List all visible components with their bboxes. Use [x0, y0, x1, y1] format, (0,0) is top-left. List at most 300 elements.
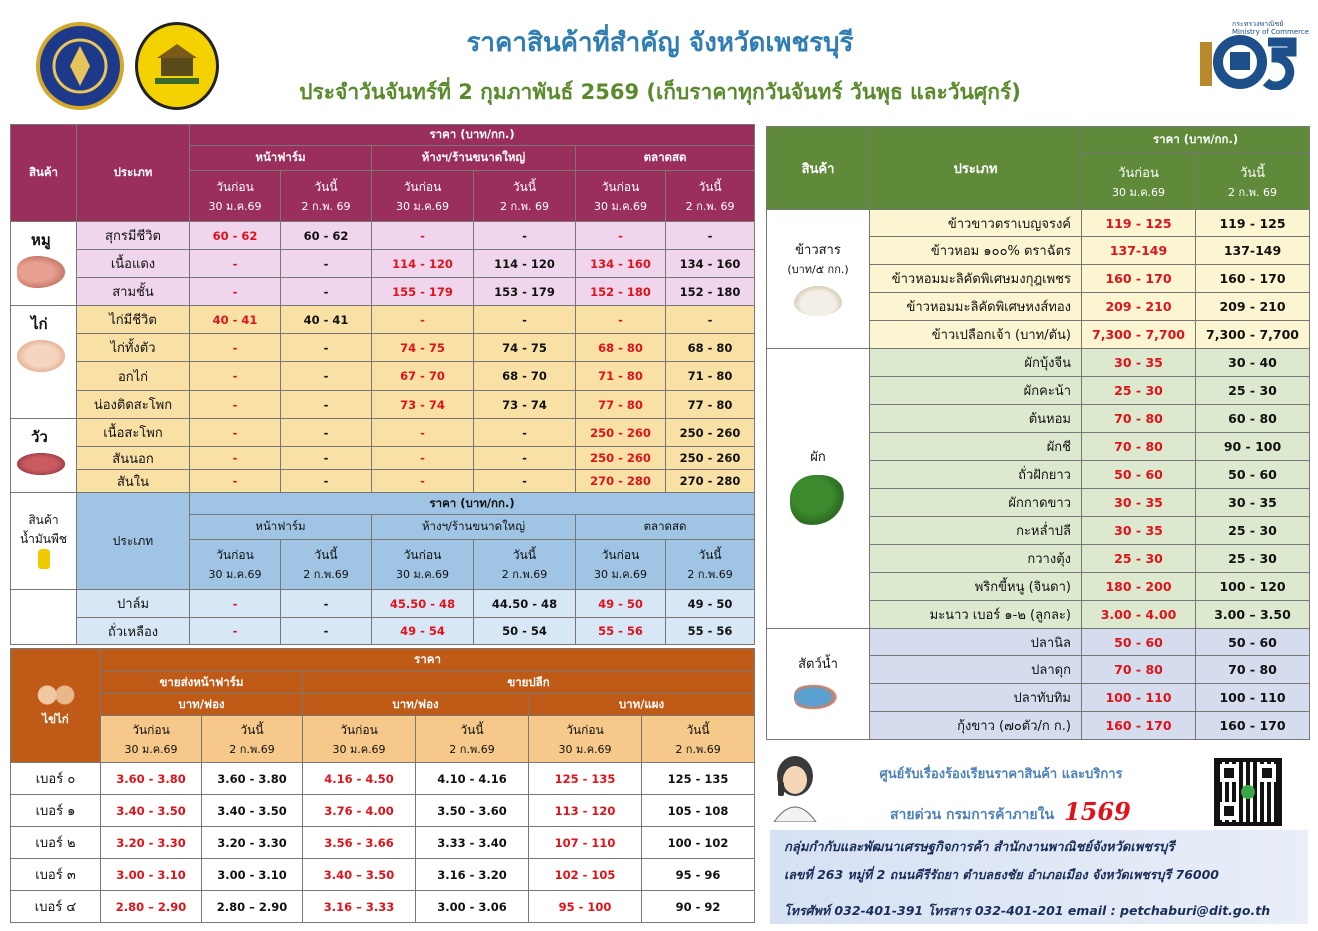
address-line1: กลุ่มกำกับและพัฒนาเศรษฐกิจการค้า สำนักงานพาณิชย์จังหวัดเพชรบุรี [784, 840, 1175, 855]
egg-date-today-2-date: 2 ก.พ.69 [675, 742, 721, 756]
meat-row [11, 222, 755, 250]
egg-price-cell: 3.76 - 4.00 [303, 795, 416, 827]
meat-date-prev-0-label: วันก่อน [216, 179, 254, 194]
right-price-cell: 100 - 110 [1082, 684, 1196, 712]
meat-row [11, 447, 755, 470]
egg-wholesale: ขายส่งหน้าฟาร์ม [101, 672, 303, 694]
right-price-cell: 119 - 125 [1082, 210, 1196, 237]
egg-date-prev-1-label: วันก่อน [340, 722, 378, 737]
right-date-prev-label: วันก่อน [1118, 166, 1159, 181]
oil-price-table [10, 492, 755, 645]
meat-price-cell: 73 - 74 [372, 391, 474, 419]
meat-price-cell: 114 - 120 [474, 250, 576, 278]
egg-date-today-0-label: วันนี้ [240, 722, 264, 737]
right-date-today [1196, 154, 1310, 210]
right-price-cell: 209 - 210 [1082, 293, 1196, 321]
meat-price-cell: - [190, 334, 281, 362]
right-price-cell: 70 - 80 [1082, 405, 1196, 433]
right-type: พริกขี้หนู (จินดา) [870, 573, 1082, 601]
meat-price-cell: - [281, 447, 372, 470]
right-type: ข้าวหอม ๑๐๐% ตราฉัตร [870, 237, 1082, 265]
rice-unit: (บาท/๕ กก.) [787, 262, 849, 276]
right-type: ถั่วฝักยาว [870, 461, 1082, 489]
right-price-cell: 30 - 35 [1082, 489, 1196, 517]
address-line3: โทรศัพท์ 032-401-391 โทรสาร 032-401-201 email : petchaburi@dit.go.th [784, 903, 1271, 918]
egg-price-cell: 3.60 - 3.80 [202, 763, 303, 795]
meat-date-prev-1-date: 30 ม.ค.69 [395, 199, 450, 213]
egg-price-cell: 3.40 - 3.50 [101, 795, 202, 827]
oil-date-prev-1 [372, 540, 474, 590]
egg-size: เบอร์ ๒ [11, 827, 101, 859]
oil-blank [11, 590, 77, 645]
meat-price-cell: - [474, 306, 576, 334]
egg-price-cell: 3.00 - 3.06 [416, 891, 529, 923]
egg-price-cell: 3.60 - 3.80 [101, 763, 202, 795]
meat-price-cell: 134 - 160 [666, 250, 755, 278]
meat-price-cell: - [372, 306, 474, 334]
meat-price-cell: 152 - 180 [666, 278, 755, 306]
oil-row [11, 590, 755, 618]
right-type: ผักกาดขาว [870, 489, 1082, 517]
ministry-seal-logo [36, 22, 124, 110]
oil-date-prev-0-date: 30 ม.ค.69 [208, 568, 262, 581]
meat-price-cell: 77 - 80 [576, 391, 666, 419]
right-price-cell: 160 - 170 [1196, 712, 1310, 740]
right-group-rice [767, 210, 870, 349]
oil-price-cell: 50 - 54 [474, 618, 576, 645]
page-subtitle: ประจำวันจันทร์ที่ 2 กุมภาพันธ์ 2569 (เก็บราคาทุกวันจันทร์ วันพุธ และวันศุกร์) [299, 80, 1021, 104]
meat-date-today-2 [666, 171, 755, 222]
egg-date-prev-0-date: 30 ม.ค.69 [124, 742, 178, 756]
meat-type: สันใน [77, 470, 190, 493]
meat-date-today-0-label: วันนี้ [314, 179, 338, 194]
meat-type: ไก่ทั้งตัว [77, 334, 190, 362]
right-date-prev [1082, 154, 1196, 210]
egg-row [11, 891, 755, 923]
egg-price-cell: 3.16 – 3.33 [303, 891, 416, 923]
oil-price-cell: - [281, 618, 372, 645]
meat-price-cell: - [281, 362, 372, 391]
egg-date-prev-0 [101, 716, 202, 763]
market-farm: หน้าฟาร์ม [190, 146, 372, 171]
egg-size: เบอร์ ๑ [11, 795, 101, 827]
egg-unit-wholesale: บาท/ฟอง [101, 694, 303, 716]
meat-price-cell: 270 - 280 [576, 470, 666, 493]
meat-price-cell: 68 - 80 [666, 334, 755, 362]
meat-price-cell: - [666, 306, 755, 334]
oil-date-today-2-date: 2 ก.พ.69 [687, 568, 733, 581]
province-seal-logo [135, 22, 219, 110]
egg-date-today-0 [202, 716, 303, 763]
meat-date-today-2-date: 2 ก.พ. 69 [685, 199, 735, 213]
meat-group-name: วัว [31, 428, 48, 446]
meat-price-cell: - [474, 222, 576, 250]
meat-price-cell: 250 - 260 [666, 419, 755, 447]
meat-date-prev-1-label: วันก่อน [403, 179, 442, 194]
meat-price-cell: 71 - 80 [666, 362, 755, 391]
meat-price-cell: - [190, 250, 281, 278]
address-line2: เลขที่ 263 หมู่ที่ 2 ถนนคีรีรัถยา ตำบลธงชัย อำเภอเมือง จังหวัดเพชรบุรี 76000 [784, 867, 1219, 882]
oil-price-cell: 49 - 50 [666, 590, 755, 618]
meat-date-today-1 [474, 171, 576, 222]
right-price-cell: 70 - 80 [1082, 656, 1196, 684]
meat-date-today-0 [281, 171, 372, 222]
oil-price-cell: 49 - 50 [576, 590, 666, 618]
meat-type: เนื้อแดง [77, 250, 190, 278]
oil-col-product [11, 493, 77, 590]
right-price-cell: 25 - 30 [1196, 545, 1310, 573]
meat-price-cell: - [190, 362, 281, 391]
egg-price-cell: 2.80 – 2.90 [202, 891, 303, 923]
egg-price-cell: 3.16 - 3.20 [416, 859, 529, 891]
meat-row [11, 306, 755, 334]
page-title: ราคาสินค้าที่สำคัญ จังหวัดเพชรบุรี [466, 28, 854, 58]
meat-price-cell: - [576, 222, 666, 250]
meat-type: ไก่มีชีวิต [77, 306, 190, 334]
egg-price-cell: 100 - 102 [642, 827, 755, 859]
right-date-today-label: วันนี้ [1239, 166, 1266, 181]
meat-price-cell: 68 - 70 [474, 362, 576, 391]
meat-group-name: หมู [31, 231, 51, 249]
oil-price-header: ราคา (บาท/กก.) [190, 493, 755, 515]
meat-row [11, 391, 755, 419]
right-price-cell: 30 - 40 [1196, 349, 1310, 377]
meat-price-cell: 60 - 62 [190, 222, 281, 250]
egg-row [11, 763, 755, 795]
meat-price-cell: - [372, 470, 474, 493]
fish-icon [794, 682, 842, 712]
meat-date-prev-2-label: วันก่อน [601, 179, 640, 194]
right-price-cell: 100 - 120 [1196, 573, 1310, 601]
meat-price-cell: - [281, 391, 372, 419]
meat-price-cell: 114 - 120 [372, 250, 474, 278]
right-type: กะหล่ำปลี [870, 517, 1082, 545]
egg-price-cell: 2.80 – 2.90 [101, 891, 202, 923]
oil-price-cell: 55 - 56 [576, 618, 666, 645]
right-type: กวางตุ้ง [870, 545, 1082, 573]
right-price-cell: 7,300 - 7,700 [1196, 321, 1310, 349]
oil-market-fresh: ตลาดสด [576, 515, 755, 540]
right-price-cell: 25 - 30 [1196, 377, 1310, 405]
right-price-cell: 50 - 60 [1196, 461, 1310, 489]
oil-row [11, 618, 755, 645]
meat-row [11, 362, 755, 391]
meat-price-cell: - [190, 447, 281, 470]
address-box [770, 830, 1308, 924]
meat-group-pork [11, 222, 77, 306]
meat-row [11, 278, 755, 306]
egg-price-cell: 95 - 96 [642, 859, 755, 891]
meat-col-type: ประเภท [77, 125, 190, 222]
meat-price-cell: - [190, 419, 281, 447]
oil-date-prev-2 [576, 540, 666, 590]
right-row [767, 349, 1310, 377]
meat-price-cell: 250 - 260 [666, 447, 755, 470]
meat-group-chicken [11, 306, 77, 419]
right-price-cell: 25 - 30 [1082, 377, 1196, 405]
meat-col-product: สินค้า [11, 125, 77, 222]
meat-group-name: ไก่ [31, 315, 48, 333]
right-type: ปลานิล [870, 629, 1082, 656]
right-price-cell: 3.00 - 4.00 [1082, 601, 1196, 629]
right-type: ผักคะน้า [870, 377, 1082, 405]
egg-price-cell: 3.20 - 3.30 [101, 827, 202, 859]
right-price-cell: 137-149 [1082, 237, 1196, 265]
meat-price-cell: - [190, 278, 281, 306]
oil-date-prev-0-label: วันก่อน [216, 548, 254, 562]
right-type: ข้าวขาวตราเบญจรงค์ [870, 210, 1082, 237]
meat-price-cell: - [474, 447, 576, 470]
oil-price-cell: - [190, 618, 281, 645]
egg-size: เบอร์ ๔ [11, 891, 101, 923]
right-price-cell: 25 - 30 [1082, 545, 1196, 573]
right-price-cell: 50 - 60 [1196, 629, 1310, 656]
right-price-cell: 30 - 35 [1196, 489, 1310, 517]
egg-date-today-1 [416, 716, 529, 763]
right-price-cell: 30 - 35 [1082, 349, 1196, 377]
egg-price-cell: 107 - 110 [529, 827, 642, 859]
egg-name: ไข่ไก่ [42, 712, 69, 726]
egg-date-today-2 [642, 716, 755, 763]
egg-price-cell: 102 - 105 [529, 859, 642, 891]
egg-price-cell: 4.16 - 4.50 [303, 763, 416, 795]
meat-type: น่องติดสะโพก [77, 391, 190, 419]
hotline-label: สายด่วน กรมการค้าภายใน [890, 807, 1055, 823]
oil-price-cell: - [190, 590, 281, 618]
meat-date-today-2-label: วันนี้ [698, 179, 722, 194]
meat-date-today-1-label: วันนี้ [512, 179, 537, 194]
egg-unit-retail-tray: บาท/แผง [529, 694, 755, 716]
rice-icon [794, 286, 842, 316]
oil-date-today-2-label: วันนี้ [698, 548, 722, 562]
meat-price-cell: - [666, 222, 755, 250]
meat-price-cell: - [474, 419, 576, 447]
oil-date-prev-1-date: 30 ม.ค.69 [395, 568, 450, 581]
meat-type: อกไก่ [77, 362, 190, 391]
egg-price-header: ราคา [101, 649, 755, 672]
egg-date-prev-0-label: วันก่อน [132, 722, 170, 737]
meat-price-cell: - [281, 250, 372, 278]
oil-price-cell: - [281, 590, 372, 618]
meat-price-cell: - [281, 470, 372, 493]
right-price-cell: 209 - 210 [1196, 293, 1310, 321]
meat-price-header: ราคา (บาท/กก.) [190, 125, 755, 146]
oil-bottle-icon [38, 549, 50, 569]
egg-price-cell: 4.10 - 4.16 [416, 763, 529, 795]
meat-type: เนื้อสะโพก [77, 419, 190, 447]
meat-price-cell: 153 - 179 [474, 278, 576, 306]
meat-price-cell: 67 - 70 [372, 362, 474, 391]
meat-price-cell: 40 - 41 [281, 306, 372, 334]
rice-veg-fish-table [766, 126, 1310, 740]
egg-price-cell: 90 - 92 [642, 891, 755, 923]
meat-price-cell: 250 - 260 [576, 419, 666, 447]
oil-type: ถั่วเหลือง [77, 618, 190, 645]
right-group-veg [767, 349, 870, 629]
right-price-cell: 160 - 170 [1082, 265, 1196, 293]
egg-price-cell: 3.40 - 3.50 [202, 795, 303, 827]
oil-price-cell: 49 - 54 [372, 618, 474, 645]
egg-price-cell: 105 - 108 [642, 795, 755, 827]
meat-price-cell: 152 - 180 [576, 278, 666, 306]
meat-type: สันนอก [77, 447, 190, 470]
right-price-cell: 119 - 125 [1196, 210, 1310, 237]
egg-date-prev-2-label: วันก่อน [566, 722, 604, 737]
meat-price-cell: - [281, 419, 372, 447]
moc-text: กระทรวงพาณิชย์ Ministry of Commerce [1232, 20, 1309, 36]
right-price-cell: 50 - 60 [1082, 629, 1196, 656]
egg-col-product [11, 649, 101, 763]
egg-date-prev-2 [529, 716, 642, 763]
oil-date-prev-2-label: วันก่อน [601, 548, 640, 562]
oil-price-cell: 44.50 - 48 [474, 590, 576, 618]
meat-date-prev-0 [190, 171, 281, 222]
meat-date-today-0-date: 2 ก.พ. 69 [301, 199, 351, 213]
right-price-cell: 70 - 80 [1082, 433, 1196, 461]
meat-date-prev-1 [372, 171, 474, 222]
meat-row [11, 470, 755, 493]
meat-price-cell: - [281, 334, 372, 362]
meat-price-cell: 73 - 74 [474, 391, 576, 419]
oil-date-prev-1-label: วันก่อน [403, 548, 442, 562]
meat-price-cell: - [281, 278, 372, 306]
meat-price-cell: 71 - 80 [576, 362, 666, 391]
right-type: ต้นหอม [870, 405, 1082, 433]
meat-price-cell: 74 - 75 [372, 334, 474, 362]
right-price-cell: 70 - 80 [1196, 656, 1310, 684]
oil-date-today-0-date: 2 ก.พ.69 [303, 568, 349, 581]
right-row [767, 629, 1310, 656]
oil-col-type: ประเภท [77, 493, 190, 590]
call-center-avatar [766, 754, 824, 822]
right-price-cell: 180 - 200 [1082, 573, 1196, 601]
oil-price-cell: 45.50 - 48 [372, 590, 474, 618]
egg-retail: ขายปลีก [303, 672, 755, 694]
meat-price-cell: - [474, 470, 576, 493]
right-type: ปลาทับทิม [870, 684, 1082, 712]
right-price-cell: 50 - 60 [1082, 461, 1196, 489]
right-col-product: สินค้า [767, 127, 870, 210]
hotline-number[interactable]: 1569 [1064, 797, 1131, 826]
qr-code[interactable] [1214, 758, 1282, 826]
oil-date-prev-0 [190, 540, 281, 590]
oil-date-today-2 [666, 540, 755, 590]
oil-market-mall: ห้างฯ/ร้านขนาดใหญ่ [372, 515, 576, 540]
right-type: ข้าวเปลือกเจ้า (บาท/ตัน) [870, 321, 1082, 349]
egg-price-cell: 125 - 135 [642, 763, 755, 795]
meat-price-cell: 60 - 62 [281, 222, 372, 250]
oil-date-today-0-label: วันนี้ [314, 548, 338, 562]
right-date-today-date: 2 ก.พ. 69 [1228, 186, 1277, 199]
egg-price-cell: 3.56 - 3.66 [303, 827, 416, 859]
egg-row [11, 795, 755, 827]
right-price-cell: 90 - 100 [1196, 433, 1310, 461]
egg-date-today-2-label: วันนี้ [686, 722, 710, 737]
right-price-cell: 137-149 [1196, 237, 1310, 265]
meat-price-cell: 68 - 80 [576, 334, 666, 362]
right-group-name: สัตว์น้ำ [798, 656, 838, 672]
egg-price-cell: 3.33 - 3.40 [416, 827, 529, 859]
oil-date-today-1-date: 2 ก.พ.69 [501, 568, 548, 581]
chicken-icon [17, 340, 65, 372]
right-type: มะนาว เบอร์ ๑-๒ (ลูกละ) [870, 601, 1082, 629]
right-type: ข้าวหอมมะลิคัดพิเศษมงกุฎเพชร [870, 265, 1082, 293]
market-mall: ห้างฯ/ร้านขนาดใหญ่ [372, 146, 576, 171]
right-date-prev-date: 30 ม.ค.69 [1111, 186, 1166, 199]
egg-price-cell: 3.00 - 3.10 [101, 859, 202, 891]
oil-date-today-1-label: วันนี้ [512, 548, 537, 562]
beef-icon [17, 453, 65, 475]
vegetable-icon [790, 475, 846, 527]
egg-date-today-1-date: 2 ก.พ.69 [449, 742, 495, 756]
meat-row [11, 334, 755, 362]
complaint-center-text: ศูนย์รับเรื่องร้องเรียนราคาสินค้า และบริการ [879, 767, 1123, 782]
meat-row [11, 419, 755, 447]
meat-price-cell: 74 - 75 [474, 334, 576, 362]
right-price-cell: 160 - 170 [1082, 712, 1196, 740]
egg-date-prev-1 [303, 716, 416, 763]
egg-size: เบอร์ ๓ [11, 859, 101, 891]
meat-price-cell: 77 - 80 [666, 391, 755, 419]
meat-type: สามชั้น [77, 278, 190, 306]
right-group-name: ผัก [810, 450, 826, 465]
egg-date-today-1-label: วันนี้ [460, 722, 484, 737]
meat-price-cell: 155 - 179 [372, 278, 474, 306]
oil-date-today-0 [281, 540, 372, 590]
meat-date-prev-2-date: 30 ม.ค.69 [593, 199, 648, 213]
meat-price-cell: 40 - 41 [190, 306, 281, 334]
right-price-cell: 100 - 110 [1196, 684, 1310, 712]
egg-price-cell: 3.40 – 3.50 [303, 859, 416, 891]
right-price-cell: 30 - 35 [1082, 517, 1196, 545]
right-price-cell: 25 - 30 [1196, 517, 1310, 545]
egg-size: เบอร์ ๐ [11, 763, 101, 795]
egg-price-cell: 95 - 100 [529, 891, 642, 923]
meat-price-cell: 250 - 260 [576, 447, 666, 470]
oil-date-prev-2-date: 30 ม.ค.69 [593, 568, 648, 581]
meat-price-cell: 134 - 160 [576, 250, 666, 278]
egg-row [11, 859, 755, 891]
egg-price-cell: 125 - 135 [529, 763, 642, 795]
egg-date-prev-1-date: 30 ม.ค.69 [332, 742, 386, 756]
meat-price-cell: - [576, 306, 666, 334]
oil-product-label2: น้ำมันพืช [19, 531, 68, 546]
meat-date-today-1-date: 2 ก.พ. 69 [500, 199, 549, 213]
pork-icon [17, 256, 65, 288]
egg-price-cell: 3.50 - 3.60 [416, 795, 529, 827]
right-row [767, 210, 1310, 237]
egg-icon [34, 682, 78, 708]
oil-type: ปาล์ม [77, 590, 190, 618]
meat-type: สุกรมีชีวิต [77, 222, 190, 250]
right-price-cell: 7,300 - 7,700 [1082, 321, 1196, 349]
egg-price-cell: 113 - 120 [529, 795, 642, 827]
right-price-cell: 3.00 – 3.50 [1196, 601, 1310, 629]
egg-price-cell: 3.20 - 3.30 [202, 827, 303, 859]
oil-market-farm: หน้าฟาร์ม [190, 515, 372, 540]
right-type: กุ้งขาว (๗๐ตัว/ก ก.) [870, 712, 1082, 740]
right-group-fish [767, 629, 870, 740]
meat-price-cell: - [190, 470, 281, 493]
right-type: ผักชี [870, 433, 1082, 461]
meat-price-cell: - [372, 419, 474, 447]
oil-date-today-1 [474, 540, 576, 590]
right-col-type: ประเภท [870, 127, 1082, 210]
meat-price-cell: - [190, 391, 281, 419]
right-type: ข้าวหอมมะลิคัดพิเศษหงส์ทอง [870, 293, 1082, 321]
oil-price-cell: 55 - 56 [666, 618, 755, 645]
right-type: ผักบุ้งจีน [870, 349, 1082, 377]
